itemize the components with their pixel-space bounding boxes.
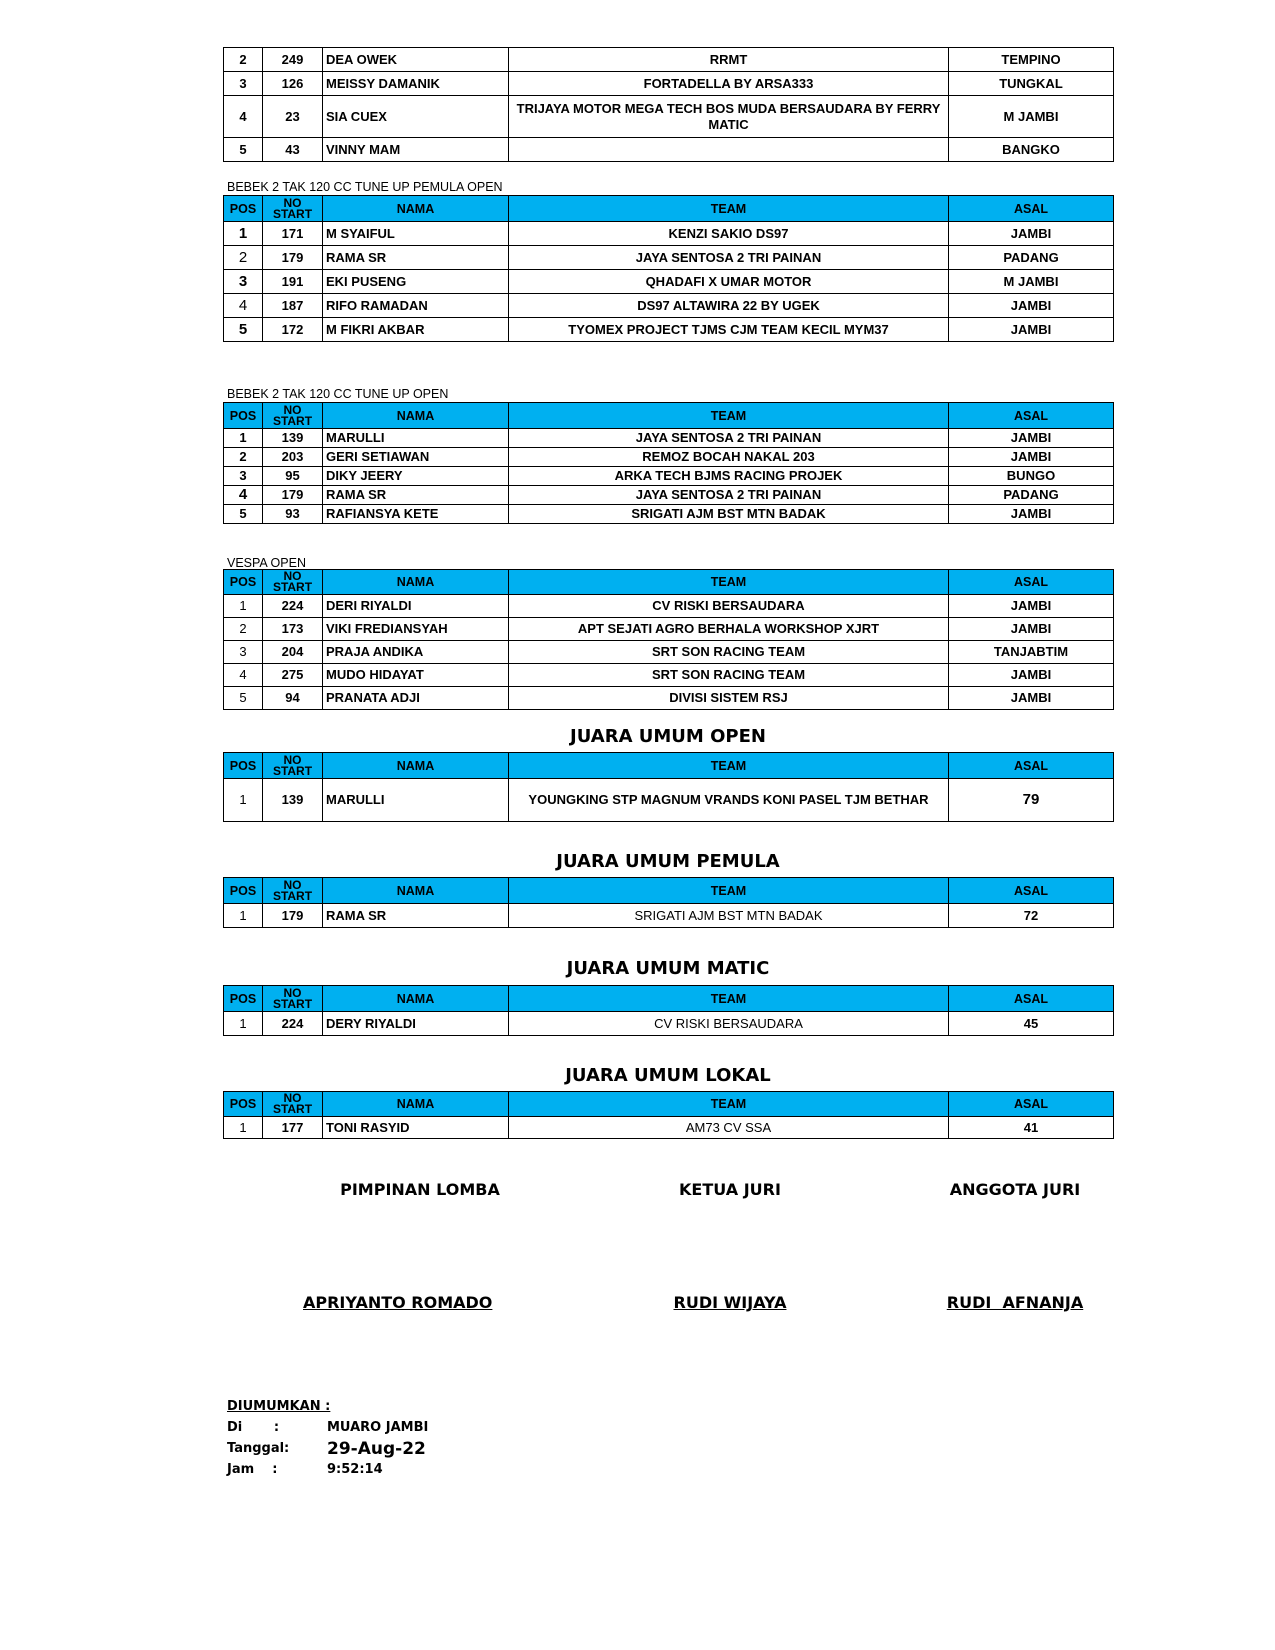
no-start-cell: 172: [263, 318, 323, 342]
asal-cell: JAMBI: [949, 294, 1114, 318]
pos-cell: 2: [224, 48, 263, 72]
asal-cell: JAMBI: [949, 618, 1114, 641]
nama-cell: VIKI FREDIANSYAH: [323, 618, 509, 641]
table-header-row: [224, 878, 1114, 904]
pos-cell: 3: [224, 270, 263, 294]
team-cell: TRIJAYA MOTOR MEGA TECH BOS MUDA BERSAUDARA BY FERRY MATIC: [509, 96, 949, 138]
no-start-cell: 179: [263, 904, 323, 928]
asal-cell: JAMBI: [949, 448, 1114, 467]
asal-cell: M JAMBI: [949, 270, 1114, 294]
signature-role-ketua: KETUA JURI: [679, 1180, 781, 1199]
table-header-row: [224, 403, 1114, 429]
table-row: [224, 448, 1114, 467]
table-row: [224, 48, 1114, 72]
header-nama: NAMA: [323, 753, 509, 779]
announcement-tanggal-value: 29-Aug-22: [327, 1439, 426, 1459]
no-start-cell: 187: [263, 294, 323, 318]
table-row: [224, 687, 1114, 710]
pos-cell: 5: [224, 318, 263, 342]
table-row: [224, 138, 1114, 162]
no-start-cell: 177: [263, 1117, 323, 1139]
team-cell: JAYA SENTOSA 2 TRI PAINAN: [509, 486, 949, 505]
header-asal: ASAL: [949, 570, 1114, 595]
table-row: [224, 505, 1114, 524]
nama-cell: RAFIANSYA KETE: [323, 505, 509, 524]
header-team: TEAM: [509, 403, 949, 429]
no-start-cell: 179: [263, 246, 323, 270]
nama-cell: M SYAIFUL: [323, 222, 509, 246]
header-pos: POS: [224, 403, 263, 429]
table-row: [224, 294, 1114, 318]
vespa-open-table: [223, 569, 1114, 710]
table-row: [224, 429, 1114, 448]
section-title: JUARA UMUM MATIC: [566, 958, 770, 979]
table-header-row: [224, 1092, 1114, 1117]
header-no-start: NO START: [263, 986, 323, 1012]
pemula-open-table: [223, 195, 1114, 342]
team-cell: SRT SON RACING TEAM: [509, 641, 949, 664]
nama-cell: DERI RIYALDI: [323, 595, 509, 618]
asal-cell: JAMBI: [949, 664, 1114, 687]
team-cell: CV RISKI BERSAUDARA: [509, 595, 949, 618]
asal-cell: 79: [949, 779, 1114, 822]
signature-name-anggota: RUDI AFNANJA: [946, 1293, 1084, 1312]
asal-cell: BANGKO: [949, 138, 1114, 162]
team-cell: AM73 CV SSA: [509, 1117, 949, 1139]
header-asal: ASAL: [949, 878, 1114, 904]
header-team: TEAM: [509, 986, 949, 1012]
table-row: [224, 96, 1114, 138]
announcement-di-label: Di :: [227, 1420, 280, 1435]
asal-cell: M JAMBI: [949, 96, 1114, 138]
no-start-cell: 191: [263, 270, 323, 294]
header-asal: ASAL: [949, 196, 1114, 222]
juara-open-table: [223, 752, 1114, 822]
header-asal: ASAL: [949, 986, 1114, 1012]
no-start-cell: 126: [263, 72, 323, 96]
table-row: [224, 779, 1114, 822]
section-caption: BEBEK 2 TAK 120 CC TUNE UP OPEN: [227, 387, 449, 401]
juara-matic-table: [223, 985, 1114, 1036]
section-title: JUARA UMUM OPEN: [570, 726, 766, 747]
team-cell: ARKA TECH BJMS RACING PROJEK: [509, 467, 949, 486]
pos-cell: 3: [224, 72, 263, 96]
asal-cell: JAMBI: [949, 687, 1114, 710]
table-header-row: [224, 570, 1114, 595]
header-asal: ASAL: [949, 753, 1114, 779]
header-nama: NAMA: [323, 403, 509, 429]
team-cell: APT SEJATI AGRO BERHALA WORKSHOP XJRT: [509, 618, 949, 641]
header-team: TEAM: [509, 1092, 949, 1117]
team-cell: KENZI SAKIO DS97: [509, 222, 949, 246]
announcement-heading: DIUMUMKAN :: [227, 1399, 331, 1414]
pos-cell: 2: [224, 448, 263, 467]
pos-cell: 4: [224, 294, 263, 318]
nama-cell: M FIKRI AKBAR: [323, 318, 509, 342]
asal-cell: 72: [949, 904, 1114, 928]
header-asal: ASAL: [949, 403, 1114, 429]
header-pos: POS: [224, 986, 263, 1012]
team-cell: YOUNGKING STP MAGNUM VRANDS KONI PASEL TJM BETHAR: [509, 779, 949, 822]
header-nama: NAMA: [323, 570, 509, 595]
table-row: [224, 1012, 1114, 1036]
table-row: [224, 270, 1114, 294]
signature-role-pimpinan: PIMPINAN LOMBA: [340, 1180, 500, 1199]
team-cell: SRIGATI AJM BST MTN BADAK: [509, 904, 949, 928]
team-cell: REMOZ BOCAH NAKAL 203: [509, 448, 949, 467]
pos-cell: 1: [224, 779, 263, 822]
team-cell: JAYA SENTOSA 2 TRI PAINAN: [509, 429, 949, 448]
nama-cell: VINNY MAM: [323, 138, 509, 162]
pos-cell: 1: [224, 429, 263, 448]
pos-cell: 1: [224, 904, 263, 928]
nama-cell: GERI SETIAWAN: [323, 448, 509, 467]
header-no-start: NO START: [263, 196, 323, 222]
header-nama: NAMA: [323, 878, 509, 904]
no-start-cell: 224: [263, 1012, 323, 1036]
nama-cell: PRAJA ANDIKA: [323, 641, 509, 664]
announcement-jam-label: Jam :: [227, 1462, 278, 1477]
header-team: TEAM: [509, 753, 949, 779]
pos-cell: 1: [224, 1117, 263, 1139]
asal-cell: TUNGKAL: [949, 72, 1114, 96]
team-cell: FORTADELLA BY ARSA333: [509, 72, 949, 96]
nama-cell: RAMA SR: [323, 246, 509, 270]
no-start-cell: 139: [263, 779, 323, 822]
nama-cell: PRANATA ADJI: [323, 687, 509, 710]
pos-cell: 1: [224, 1012, 263, 1036]
team-cell: QHADAFI X UMAR MOTOR: [509, 270, 949, 294]
table-row: [224, 595, 1114, 618]
section-title: JUARA UMUM LOKAL: [565, 1065, 771, 1086]
team-cell: [509, 138, 949, 162]
announcement-block: [227, 1397, 627, 1497]
pos-cell: 3: [224, 641, 263, 664]
pos-cell: 3: [224, 467, 263, 486]
no-start-cell: 93: [263, 505, 323, 524]
team-cell: DIVISI SISTEM RSJ: [509, 687, 949, 710]
table-row: [224, 1117, 1114, 1139]
juara-pemula-table: [223, 877, 1114, 928]
nama-cell: RAMA SR: [323, 486, 509, 505]
asal-cell: 41: [949, 1117, 1114, 1139]
header-pos: POS: [224, 878, 263, 904]
asal-cell: PADANG: [949, 486, 1114, 505]
signature-name-ketua: RUDI WIJAYA: [673, 1293, 787, 1312]
asal-cell: JAMBI: [949, 505, 1114, 524]
nama-cell: SIA CUEX: [323, 96, 509, 138]
nama-cell: EKI PUSENG: [323, 270, 509, 294]
no-start-cell: 95: [263, 467, 323, 486]
table-row: [224, 618, 1114, 641]
no-start-cell: 224: [263, 595, 323, 618]
header-no-start: NO START: [263, 878, 323, 904]
pos-cell: 4: [224, 96, 263, 138]
asal-cell: PADANG: [949, 246, 1114, 270]
table-header-row: [224, 986, 1114, 1012]
no-start-cell: 23: [263, 96, 323, 138]
team-cell: RRMT: [509, 48, 949, 72]
signature-role-anggota: ANGGOTA JURI: [949, 1180, 1081, 1199]
header-nama: NAMA: [323, 1092, 509, 1117]
no-start-cell: 203: [263, 448, 323, 467]
table-row: [224, 246, 1114, 270]
no-start-cell: 139: [263, 429, 323, 448]
header-no-start: NO START: [263, 570, 323, 595]
no-start-cell: 275: [263, 664, 323, 687]
header-nama: NAMA: [323, 986, 509, 1012]
asal-cell: TEMPINO: [949, 48, 1114, 72]
header-no-start: NO START: [263, 403, 323, 429]
asal-cell: JAMBI: [949, 318, 1114, 342]
table-row: [224, 641, 1114, 664]
no-start-cell: 43: [263, 138, 323, 162]
team-cell: DS97 ALTAWIRA 22 BY UGEK: [509, 294, 949, 318]
pos-cell: 1: [224, 222, 263, 246]
nama-cell: TONI RASYID: [323, 1117, 509, 1139]
pos-cell: 2: [224, 618, 263, 641]
team-cell: SRIGATI AJM BST MTN BADAK: [509, 505, 949, 524]
header-no-start: NO START: [263, 753, 323, 779]
asal-cell: 45: [949, 1012, 1114, 1036]
asal-cell: JAMBI: [949, 429, 1114, 448]
team-cell: SRT SON RACING TEAM: [509, 664, 949, 687]
header-pos: POS: [224, 753, 263, 779]
no-start-cell: 179: [263, 486, 323, 505]
asal-cell: JAMBI: [949, 595, 1114, 618]
table-row: [224, 222, 1114, 246]
pos-cell: 5: [224, 687, 263, 710]
tune-up-open-table: [223, 402, 1114, 524]
top-results-table: [223, 47, 1114, 162]
nama-cell: MEISSY DAMANIK: [323, 72, 509, 96]
nama-cell: RIFO RAMADAN: [323, 294, 509, 318]
pos-cell: 5: [224, 138, 263, 162]
no-start-cell: 94: [263, 687, 323, 710]
section-caption: BEBEK 2 TAK 120 CC TUNE UP PEMULA OPEN: [227, 180, 503, 194]
table-row: [224, 904, 1114, 928]
announcement-tanggal-label: Tanggal:: [227, 1441, 290, 1456]
pos-cell: 4: [224, 664, 263, 687]
header-no-start: NO START: [263, 1092, 323, 1117]
header-pos: POS: [224, 1092, 263, 1117]
pos-cell: 4: [224, 486, 263, 505]
header-pos: POS: [224, 196, 263, 222]
pos-cell: 1: [224, 595, 263, 618]
signature-name-pimpinan: APRIYANTO ROMADO: [303, 1293, 493, 1312]
nama-cell: MARULLI: [323, 429, 509, 448]
header-nama: NAMA: [323, 196, 509, 222]
juara-lokal-table: [223, 1091, 1114, 1139]
nama-cell: DEA OWEK: [323, 48, 509, 72]
header-pos: POS: [224, 570, 263, 595]
section-caption: VESPA OPEN: [227, 556, 306, 570]
table-row: [224, 486, 1114, 505]
nama-cell: DIKY JEERY: [323, 467, 509, 486]
announcement-di-value: MUARO JAMBI: [327, 1420, 429, 1435]
no-start-cell: 171: [263, 222, 323, 246]
table-row: [224, 318, 1114, 342]
header-asal: ASAL: [949, 1092, 1114, 1117]
asal-cell: BUNGO: [949, 467, 1114, 486]
no-start-cell: 173: [263, 618, 323, 641]
asal-cell: TANJABTIM: [949, 641, 1114, 664]
team-cell: TYOMEX PROJECT TJMS CJM TEAM KECIL MYM37: [509, 318, 949, 342]
pos-cell: 5: [224, 505, 263, 524]
no-start-cell: 204: [263, 641, 323, 664]
section-title: JUARA UMUM PEMULA: [556, 851, 780, 872]
no-start-cell: 249: [263, 48, 323, 72]
table-header-row: [224, 196, 1114, 222]
nama-cell: DERY RIYALDI: [323, 1012, 509, 1036]
table-header-row: [224, 753, 1114, 779]
table-row: [224, 467, 1114, 486]
team-cell: JAYA SENTOSA 2 TRI PAINAN: [509, 246, 949, 270]
asal-cell: JAMBI: [949, 222, 1114, 246]
header-team: TEAM: [509, 878, 949, 904]
nama-cell: MARULLI: [323, 779, 509, 822]
header-team: TEAM: [509, 570, 949, 595]
announcement-jam-value: 9:52:14: [327, 1462, 383, 1477]
nama-cell: MUDO HIDAYAT: [323, 664, 509, 687]
table-row: [224, 72, 1114, 96]
nama-cell: RAMA SR: [323, 904, 509, 928]
header-team: TEAM: [509, 196, 949, 222]
table-row: [224, 664, 1114, 687]
pos-cell: 2: [224, 246, 263, 270]
team-cell: CV RISKI BERSAUDARA: [509, 1012, 949, 1036]
